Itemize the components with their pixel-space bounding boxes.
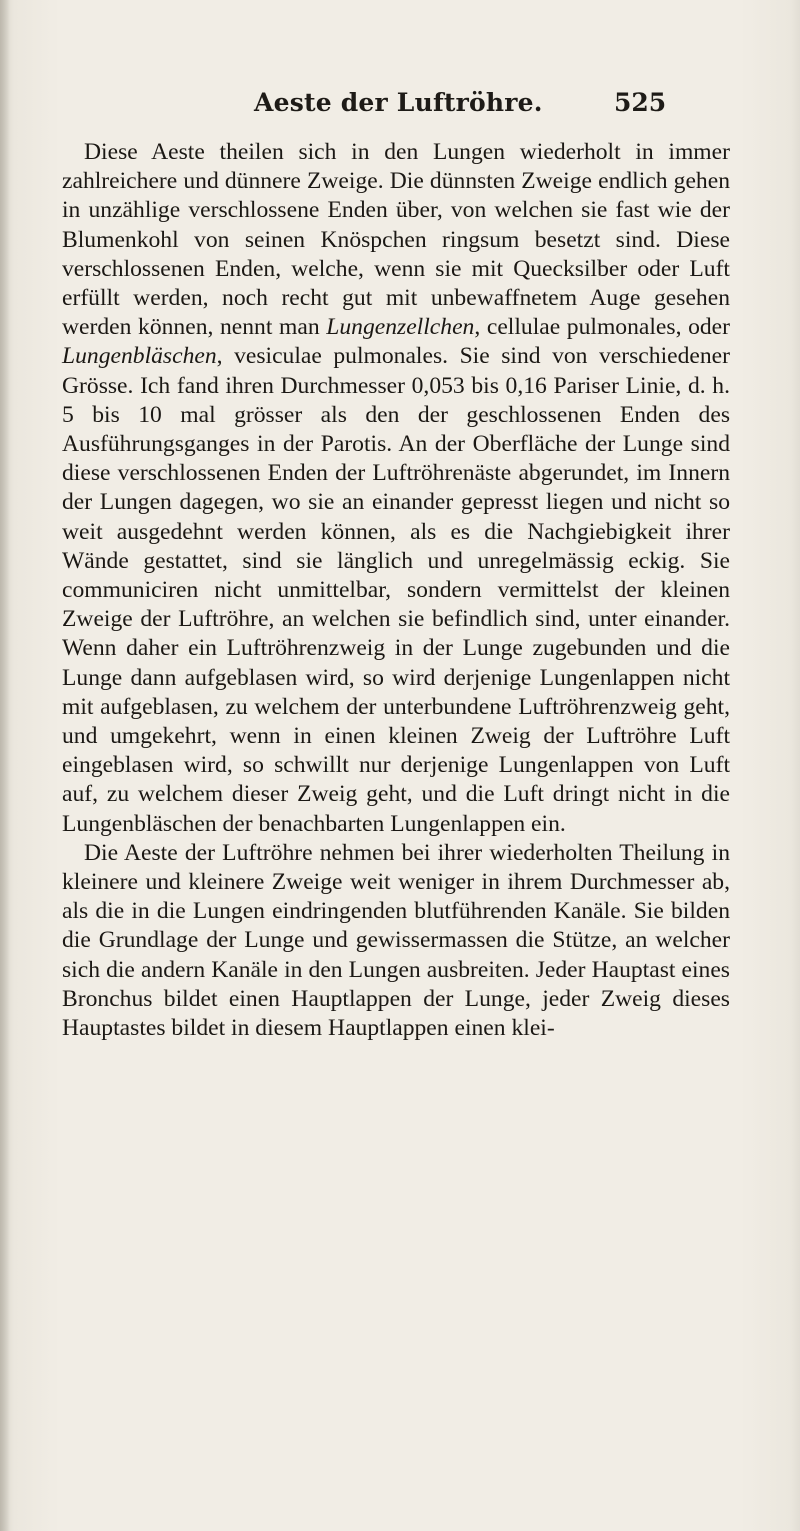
- page-gutter-shadow: [0, 0, 10, 1531]
- body-text: [62, 138, 730, 1043]
- text-run: , cellulae pulmonales, oder: [474, 314, 731, 341]
- term-lungenzellchen: Lungenzellchen: [326, 314, 475, 341]
- paragraph-2: [62, 839, 730, 1043]
- text-run: Diese Aeste theilen sich in den Lungen wiederholt in immer zahlreichere und dünnere Zweige. Die dünnsten Zweige endlich gehen in unzählige verschlossene Enden über, von welchen sie fast wie der Blumenkohl von seinen Knöspchen ringsum besetzt sind. Diese verschlossenen Enden, welche, wenn sie mit Quecksilber oder Luft erfüllt werden, noch recht gut mit unbewaffnetem Auge gesehen werden können, nennt man: [62, 139, 730, 341]
- page-header: [0, 88, 800, 128]
- term-lungenblaeschen: Lungenbläschen: [62, 343, 217, 370]
- running-title: Aeste der Luftröhre.: [254, 88, 543, 117]
- text-run: , vesiculae pulmonales. Sie sind von verschiedener Grösse. Ich fand ihren Durchmesser 0,053 bis 0,16 Pariser Linie, d. h. 5 bis 10 mal grösser als den der geschlossenen Enden des Ausführungsganges in der Parotis. An der Oberfläche der Lunge sind diese verschlossenen Enden der Luftröhrenäste abgerundet, im Innern der Lungen dagegen, wo sie an einander gepresst liegen und nicht so weit ausgedehnt werden können, als es die Nachgiebigkeit ihrer Wände gestattet, sind sie länglich und unregelmässig eckig. Sie communiciren nicht unmittelbar, sondern vermittelst der kleinen Zweige der Luftröhre, an welchen sie befindlich sind, unter einander. Wenn daher ein Luftröhrenzweig in der Lunge zugebunden und die Lunge dann aufgeblasen wird, so wird derjenige Lungenlappen nicht mit aufgeblasen, zu welchem der unterbundene Luftröhrenzweig geht, und umgekehrt, wenn in einen kleinen Zweig der Luftröhre Luft eingeblasen wird, so schwillt nur derjenige Lungenlappen von Luft auf, zu welchem dieser Zweig geht, und die Luft dringt nicht in die Lungenbläschen der benachbarten Lungenlappen ein.: [62, 343, 730, 837]
- text-run: Die Aeste der Luftröhre nehmen bei ihrer wiederholten Theilung in kleinere und kleinere Zweige weit weniger in ihrem Durchmesser ab, als die in die Lungen eindringenden blutführenden Kanäle. Sie bilden die Grundlage der Lunge und gewissermassen die Stütze, an welcher sich die andern Kanäle in den Lungen ausbreiten. Jeder Hauptast eines Bronchus bildet einen Hauptlappen der Lunge, jeder Zweig dieses Hauptastes bildet in diesem Hauptlappen einen klei-: [62, 839, 730, 1042]
- page-number: 525: [614, 88, 667, 117]
- paragraph-1: [62, 138, 730, 839]
